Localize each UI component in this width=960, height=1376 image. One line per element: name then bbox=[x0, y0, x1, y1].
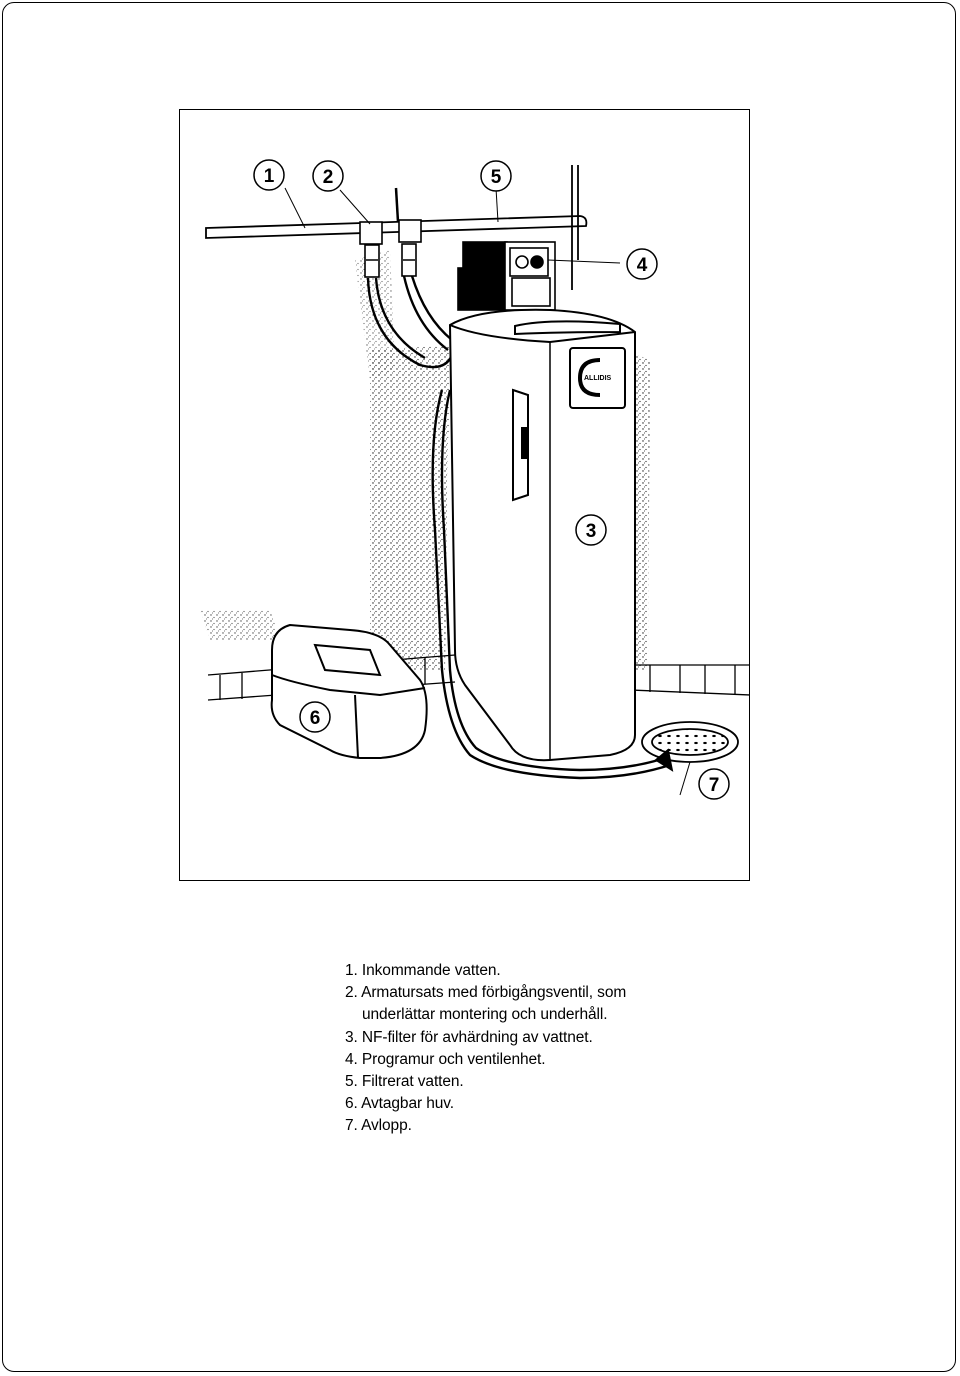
installation-illustration bbox=[179, 109, 750, 881]
water-softener-drawing bbox=[180, 110, 750, 881]
svg-text:1: 1 bbox=[263, 166, 275, 187]
legend-item-4: 4. Programur och ventilenhet. bbox=[345, 1050, 546, 1068]
parts-legend bbox=[345, 960, 626, 1138]
svg-text:3: 3 bbox=[585, 521, 597, 542]
legend-item-6: 6. Avtagbar huv. bbox=[345, 1095, 454, 1113]
svg-text:5: 5 bbox=[490, 167, 502, 188]
svg-text:7: 7 bbox=[708, 775, 720, 796]
legend-item-5: 5. Filtrerat vatten. bbox=[345, 1073, 464, 1091]
svg-text:4: 4 bbox=[636, 255, 648, 276]
legend-item-2-line2: underlättar montering och underhåll. bbox=[362, 1006, 608, 1024]
legend-item-2: 2. Armatursats med förbigångsventil, som bbox=[345, 984, 627, 1002]
control-head bbox=[458, 242, 555, 310]
svg-text:2: 2 bbox=[322, 167, 334, 188]
legend-item-2-continued bbox=[345, 1004, 626, 1026]
callout-7 bbox=[699, 769, 729, 799]
callout-6 bbox=[300, 702, 330, 732]
callout-2 bbox=[313, 161, 343, 191]
callout-5 bbox=[481, 161, 511, 191]
legend-item-7: 7. Avlopp. bbox=[345, 1117, 412, 1135]
callout-1 bbox=[254, 160, 284, 190]
legend-item-3: 3. NF-filter för avhärdning av vattnet. bbox=[345, 1028, 593, 1046]
brand-logo-text: ALLIDIS bbox=[584, 375, 612, 382]
callout-4 bbox=[627, 249, 657, 279]
callout-3 bbox=[576, 515, 606, 545]
legend-item-1: 1. Inkommande vatten. bbox=[345, 962, 501, 979]
svg-text:6: 6 bbox=[309, 708, 321, 729]
